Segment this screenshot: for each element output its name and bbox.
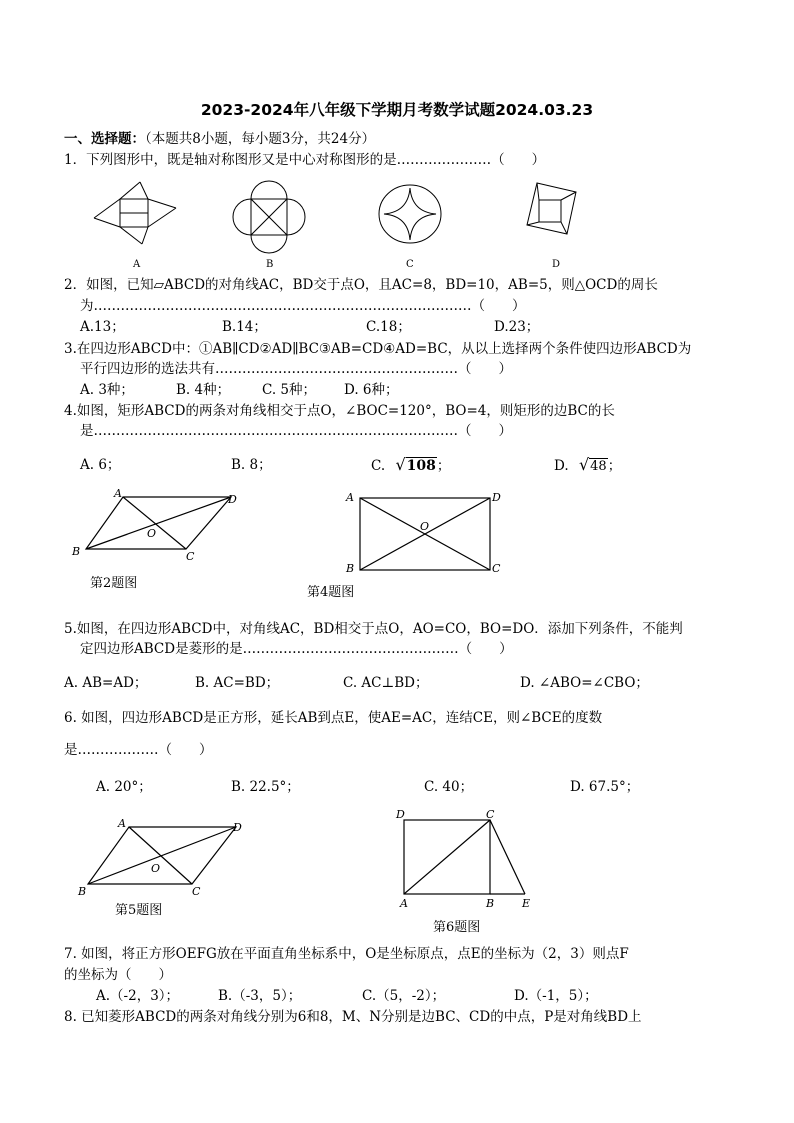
- q1-figure-b: [233, 181, 305, 253]
- q5-option-b: B. AC=BD；: [195, 675, 280, 691]
- fig2-point-b: B: [72, 545, 81, 558]
- q6-option-b: B. 22.5°；: [231, 779, 300, 795]
- section-title: 一、选择题：: [64, 131, 145, 147]
- fig6-caption: 第6题图: [433, 920, 481, 935]
- page-title: 2023-2024年八年级下学期月考数学试题2024.03.23: [200, 101, 594, 119]
- q4-option-b: B. 8；: [231, 457, 272, 473]
- q3-option-c: C. 5种；: [262, 382, 317, 398]
- fig4-caption: 第4题图: [307, 585, 355, 600]
- q7-line1: 7. 如图，将正方形OEFG放在平面直角坐标系中，O是坐标原点，点E的坐标为（2，3）则点F: [64, 946, 629, 962]
- q1-figure-d: [527, 183, 576, 234]
- q4-option-d-sep: ；: [607, 458, 622, 474]
- q7-option-a: A.（-2，3）；: [96, 988, 180, 1004]
- q6-option-a: A. 20°；: [96, 779, 152, 795]
- q5-line2: 定四边形ABCD是菱形的是…………………………………………（ ）: [80, 641, 513, 657]
- fig6-square: [392, 806, 552, 910]
- fig4-rectangle: [340, 486, 510, 578]
- q3-option-a: A. 3种；: [80, 382, 134, 398]
- fig2-parallelogram: [68, 486, 268, 566]
- q1-stem: 1．下列图形中，既是轴对称图形又是中心对称图形的是…………………（ ）: [64, 152, 546, 168]
- q6-option-d: D. 67.5°；: [570, 779, 640, 795]
- fig6-point-a: A: [400, 897, 408, 910]
- q5-line1: 5.如图，在四边形ABCD中，对角线AC，BD相交于点O，AO=CO，BO=DO．添加下列条件，不能判: [64, 621, 683, 637]
- q6-line1: 6. 如图，四边形ABCD是正方形，延长AB到点E，使AE=AC，连结CE，则∠BCE的度数: [64, 710, 603, 726]
- q2-option-c: C.18；: [366, 319, 411, 335]
- fig4-point-c: C: [492, 562, 501, 575]
- fig5-point-c: C: [192, 885, 201, 898]
- sqrt-48: [579, 456, 608, 476]
- q1-label-b: B: [266, 259, 274, 270]
- q5-option-a: A. AB=AD；: [64, 675, 148, 691]
- q5-option-c: C. AC⊥BD；: [343, 675, 429, 691]
- q1-figures: [90, 178, 610, 270]
- fig4-point-d: D: [492, 491, 501, 504]
- fig2-point-c: C: [186, 550, 195, 563]
- q1-figure-c: [379, 185, 441, 243]
- q6-option-c: C. 40；: [424, 779, 474, 795]
- q1-label-d: D: [552, 259, 561, 270]
- radicand-48: 48: [590, 459, 607, 474]
- fig6-point-e: E: [522, 897, 531, 910]
- q3-option-b: B. 4种；: [176, 382, 231, 398]
- q1-label-c: C: [406, 259, 414, 270]
- q4-option-c-sep: ；: [436, 458, 451, 474]
- q4-option-c-letter: C.: [371, 458, 386, 474]
- q2-line2: 为…………………………………………………………………………（ ）: [80, 298, 526, 314]
- fig4-point-b: B: [346, 562, 355, 575]
- q4-line2: 是………………………………………………………………………（ ）: [80, 423, 512, 439]
- sqrt-108: [395, 456, 436, 475]
- fig4-point-a: A: [346, 491, 354, 504]
- fig2-caption: 第2题图: [90, 576, 138, 591]
- q4-option-d-letter: D.: [554, 458, 569, 474]
- radicand-108: 108: [406, 458, 436, 474]
- q7-option-b: B.（-3，5）；: [218, 988, 302, 1004]
- q7-option-d: D.（-1，5）；: [514, 988, 598, 1004]
- q3-line1: 3.在四边形ABCD中：①AB∥CD②AD∥BC③AB=CD④AD=BC，从以上选择两个条件使四边形ABCD为: [64, 341, 692, 357]
- q3-option-d: D. 6种；: [344, 382, 399, 398]
- section-heading: [64, 130, 375, 148]
- q2-line1: 2．如图，已知▱ABCD的对角线AC，BD交于点O，且AC=8，BD=10，AB=5，则△OCD的周长: [64, 277, 658, 293]
- q2-option-a: A.13；: [80, 319, 125, 335]
- fig5-point-d: D: [233, 821, 242, 834]
- fig4-point-o: O: [420, 520, 430, 533]
- fig5-parallelogram: [74, 814, 274, 898]
- fig5-caption: 第5题图: [115, 903, 163, 918]
- q4-line1: 4.如图，矩形ABCD的两条对角线相交于点O，∠BOC=120°，BO=4，则矩形的边BC的长: [64, 403, 615, 419]
- fig5-point-a: A: [118, 817, 126, 830]
- radical-icon: √: [578, 455, 590, 474]
- radical-icon: √: [395, 455, 406, 474]
- fig5-point-b: B: [78, 885, 87, 898]
- q8-line1: 8. 已知菱形ABCD的两条对角线分别为6和8，M、N分别是边BC、CD的中点，P是对角线BD上: [64, 1009, 642, 1025]
- q2-option-b: B.14；: [222, 319, 267, 335]
- q4-option-c: [371, 456, 450, 475]
- fig6-point-d: D: [396, 808, 405, 821]
- fig2-point-a: A: [114, 487, 122, 500]
- q2-option-d: D.23；: [494, 319, 540, 335]
- q1-figure-a: [94, 182, 176, 244]
- fig2-point-d: D: [228, 493, 237, 506]
- fig5-point-o: O: [151, 862, 161, 875]
- q5-option-d: D. ∠ABO=∠CBO；: [520, 675, 649, 691]
- q4-option-d: [554, 456, 621, 476]
- fig2-point-o: O: [147, 527, 157, 540]
- q7-option-c: C.（5，-2）；: [362, 988, 446, 1004]
- q7-line2: 的坐标为（ ）: [64, 967, 172, 983]
- fig6-point-c: C: [486, 808, 495, 821]
- fig6-point-b: B: [486, 897, 495, 910]
- q4-option-a: A. 6；: [80, 457, 121, 473]
- q3-line2: 平行四边形的选法共有………………………………………………（ ）: [80, 361, 512, 377]
- q1-label-a: A: [133, 259, 141, 270]
- q6-line2: 是………………（ ）: [64, 742, 213, 758]
- section-note: （本题共8小题，每小题3分，共24分）: [145, 131, 376, 147]
